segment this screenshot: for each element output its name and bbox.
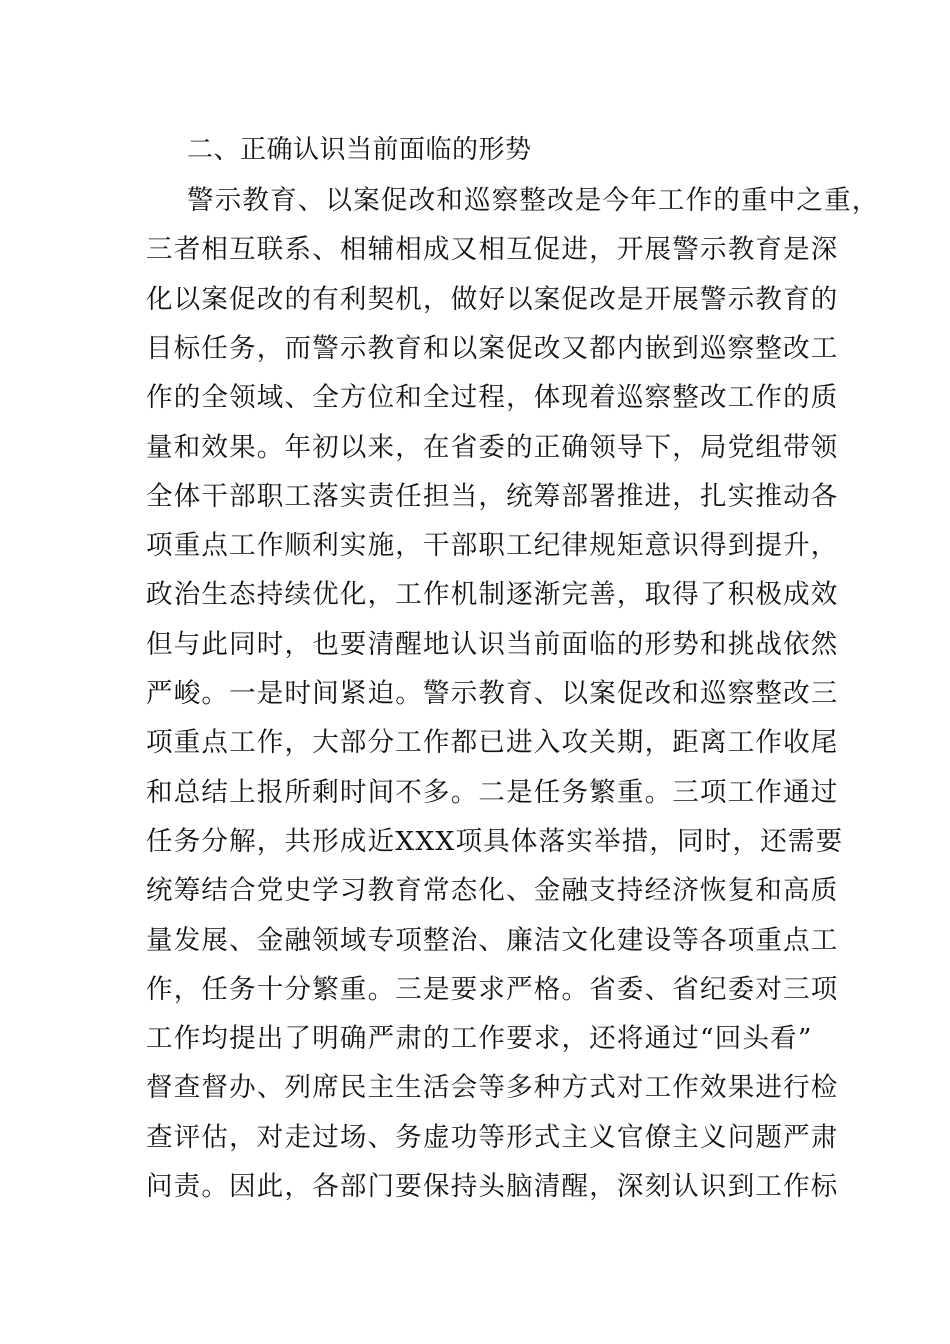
body-line: 问责。因此，各部门要保持头脑清醒，深刻认识到工作标 — [146, 1171, 839, 1202]
body-line: 和总结上报所剩时间不多。二是任务繁重。三项工作通过 — [146, 776, 839, 808]
section-heading: 二、正确认识当前面临的形势 — [187, 135, 532, 165]
body-line: 全体干部职工落实责任担当，统筹部署推进，扎实推动各 — [146, 480, 839, 512]
body-line: 但与此同时，也要清醒地认识当前面临的形势和挑战依然 — [146, 628, 839, 660]
body-line: 作，任务十分繁重。三是要求严格。省委、省纪委对三项 — [146, 973, 839, 1005]
body-line: 统筹结合党史学习教育常态化、金融支持经济恢复和高质 — [146, 875, 839, 907]
body-line: 政治生态持续优化，工作机制逐渐完善，取得了积极成效 — [146, 579, 839, 611]
body-line: 警示教育、以案促改和巡察整改是今年工作的重中之重， — [187, 185, 880, 216]
body-line: 项重点工作顺利实施，干部职工纪律规矩意识得到提升， — [146, 530, 839, 562]
body-line: 量和效果。年初以来，在省委的正确领导下，局党组带领 — [146, 431, 839, 463]
body-line: 严峻。一是时间紧迫。警示教育、以案促改和巡察整改三 — [146, 678, 839, 709]
body-line: 三者相互联系、相辅相成又相互促进，开展警示教育是深 — [146, 234, 839, 266]
body-line: 任务分解，共形成近XXX项具体落实举措，同时，还需要 — [146, 825, 844, 857]
body-line: 工作均提出了明确严肃的工作要求，还将通过“回头看” — [146, 1023, 813, 1055]
body-line: 量发展、金融领域专项整治、廉洁文化建设等各项重点工 — [146, 924, 839, 956]
body-line: 化以案促改的有利契机，做好以案促改是开展警示教育的 — [146, 283, 839, 315]
body-line: 查评估，对走过场、务虚功等形式主义官僚主义问题严肃 — [146, 1121, 839, 1153]
body-line: 作的全领域、全方位和全过程，体现着巡察整改工作的质 — [146, 382, 839, 414]
body-line: 督查督办、列席民主生活会等多种方式对工作效果进行检 — [146, 1072, 839, 1104]
body-line: 目标任务，而警示教育和以案促改又都内嵌到巡察整改工 — [146, 332, 839, 364]
body-line: 项重点工作，大部分工作都已进入攻关期，距离工作收尾 — [146, 727, 839, 759]
